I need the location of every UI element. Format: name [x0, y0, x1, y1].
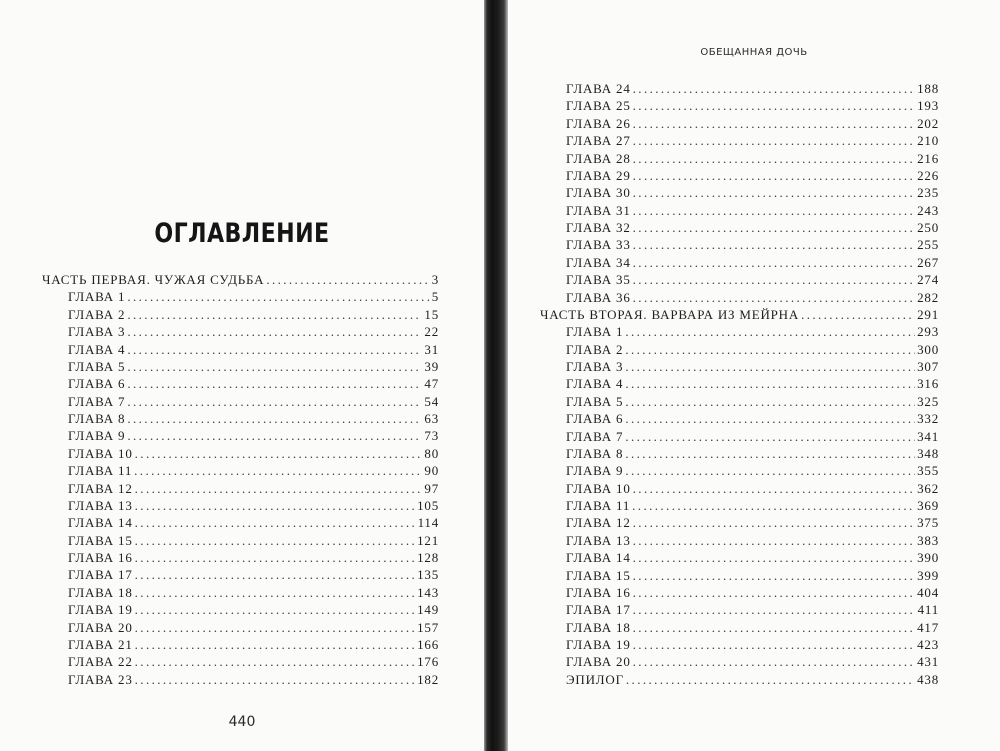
dot-leader: [625, 410, 915, 427]
toc-chapter-entry: [42, 619, 439, 636]
dot-leader: [633, 514, 915, 531]
toc-entry-page: 399: [917, 567, 939, 583]
toc-entry-label: ГЛАВА 29: [566, 167, 631, 183]
toc-entry-label: ГЛАВА 19: [566, 637, 631, 652]
dot-leader: [633, 289, 915, 306]
toc-entry-label: ГЛАВА 13: [566, 532, 631, 548]
dot-leader: [135, 514, 416, 531]
toc-entry-label: ГЛАВА 25: [566, 98, 631, 114]
toc-entry-page: 243: [917, 202, 939, 218]
toc-entry-label: ГЛАВА 5: [68, 358, 126, 374]
toc-chapter-entry: [540, 150, 939, 167]
dot-leader: [127, 323, 422, 340]
toc-chapter-entry: [540, 671, 939, 688]
toc-chapter-entry: [42, 375, 439, 392]
toc-entry-page: 375: [917, 515, 939, 531]
dot-leader: [127, 288, 429, 305]
toc-chapter-entry: [540, 653, 939, 670]
toc-entry-page: 404: [917, 584, 939, 600]
toc-chapter-entry: [42, 410, 439, 427]
toc-entry-page: 97: [424, 480, 439, 496]
dot-leader: [625, 393, 915, 410]
toc-chapter-entry: [540, 358, 939, 375]
dot-leader: [135, 619, 415, 636]
toc-entry-label: ГЛАВА 13: [68, 497, 133, 513]
toc-chapter-entry: [540, 445, 939, 462]
toc-entry-label: ГЛАВА 10: [566, 480, 631, 496]
dot-leader: [633, 219, 915, 236]
toc-entry-label: ГЛАВА 20: [68, 619, 133, 635]
toc-entry-label: ЭПИЛОГ: [566, 671, 624, 687]
toc-entry-label: ГЛАВА 12: [68, 480, 133, 496]
toc-entry-page: 80: [424, 445, 439, 461]
toc-chapter-entry: [540, 636, 939, 653]
toc-entry-label: ГЛАВА 7: [566, 428, 624, 444]
toc-part-entry: [540, 306, 939, 323]
dot-leader: [625, 341, 915, 358]
dot-leader: [135, 584, 415, 601]
toc-entry-label: ГЛАВА 15: [68, 532, 133, 548]
toc-chapter-entry: [42, 671, 439, 688]
toc-entry-page: 15: [424, 306, 439, 322]
dot-leader: [633, 619, 915, 636]
dot-leader: [633, 254, 915, 271]
toc-entry-page: 182: [417, 671, 439, 687]
toc-entry-page: 411: [917, 602, 939, 618]
dot-leader: [633, 271, 915, 288]
dot-leader: [134, 462, 422, 479]
dot-leader: [633, 150, 915, 167]
toc-chapter-entry: [42, 584, 439, 601]
dot-leader: [625, 462, 915, 479]
dot-leader: [633, 636, 915, 653]
toc-entry-page: 267: [917, 254, 939, 270]
toc-entry-page: 355: [917, 463, 939, 479]
dot-leader: [801, 306, 915, 323]
dot-leader: [633, 653, 915, 670]
toc-chapter-entry: [42, 532, 439, 549]
toc-entry-page: 300: [917, 341, 939, 357]
dot-leader: [135, 549, 415, 566]
toc-chapter-entry: [540, 393, 939, 410]
toc-entry-page: 157: [417, 619, 439, 635]
toc-chapter-entry: [540, 132, 939, 149]
dot-leader: [135, 532, 415, 549]
toc-chapter-entry: [540, 514, 939, 531]
dot-leader: [633, 132, 915, 149]
toc-entry-page: 255: [917, 237, 939, 253]
toc-entry-label: ГЛАВА 4: [566, 376, 624, 392]
toc-entry-label: ГЛАВА 16: [566, 584, 631, 600]
dot-leader: [625, 323, 915, 340]
toc-entry-page: 293: [917, 324, 939, 340]
toc-list-right: [540, 80, 939, 688]
toc-entry-label: ГЛАВА 31: [566, 202, 631, 218]
toc-entry-label: ГЛАВА 8: [68, 411, 126, 426]
toc-entry-page: 291: [917, 306, 939, 322]
dot-leader: [625, 445, 915, 462]
toc-entry-label: ГЛАВА 21: [68, 636, 133, 652]
toc-entry-page: 226: [917, 167, 939, 183]
toc-entry-label: ГЛАВА 4: [68, 341, 126, 357]
toc-heading: ОГЛАВЛЕНИЕ: [154, 218, 330, 249]
toc-entry-label: ГЛАВА 32: [566, 220, 631, 235]
dot-leader: [633, 167, 915, 184]
dot-leader: [633, 184, 915, 201]
dot-leader: [633, 115, 915, 132]
toc-chapter-entry: [540, 167, 939, 184]
toc-entry-page: 325: [917, 393, 939, 409]
toc-entry-page: 47: [424, 376, 439, 392]
toc-chapter-entry: [540, 480, 939, 497]
toc-entry-label: ГЛАВА 33: [566, 237, 631, 253]
toc-chapter-entry: [540, 115, 939, 132]
toc-entry-page: 307: [917, 359, 939, 374]
toc-entry-page: 369: [917, 498, 939, 513]
toc-chapter-entry: [540, 428, 939, 445]
dot-leader: [127, 427, 422, 444]
toc-entry-label: ГЛАВА 8: [566, 445, 624, 461]
toc-entry-label: ГЛАВА 11: [68, 463, 133, 479]
toc-entry-label: ГЛАВА 6: [68, 376, 126, 392]
toc-entry-label: ГЛАВА 23: [68, 671, 133, 687]
toc-entry-page: 390: [917, 550, 939, 566]
toc-entry-label: ГЛАВА 7: [68, 393, 126, 409]
page-number: 440: [228, 714, 256, 730]
toc-entry-label: ГЛАВА 17: [68, 567, 133, 583]
toc-entry-page: 210: [917, 133, 939, 149]
toc-chapter-entry: [42, 323, 439, 340]
toc-entry-label: ГЛАВА 24: [566, 81, 631, 96]
toc-entry-page: 216: [917, 150, 939, 166]
toc-entry-page: 423: [917, 637, 939, 652]
toc-entry-page: 22: [424, 324, 439, 340]
toc-entry-page: 341: [917, 428, 939, 444]
toc-entry-label: ГЛАВА 1: [68, 289, 126, 305]
toc-entry-page: 143: [417, 584, 439, 600]
toc-entry-label: ГЛАВА 19: [68, 602, 133, 618]
toc-entry-page: 63: [424, 411, 439, 426]
toc-chapter-entry: [540, 619, 939, 636]
dot-leader: [135, 445, 423, 462]
toc-entry-label: ЧАСТЬ ПЕРВАЯ. ЧУЖАЯ СУДЬБА: [42, 272, 265, 287]
dot-leader: [633, 584, 915, 601]
toc-chapter-entry: [540, 375, 939, 392]
toc-entry-label: ГЛАВА 18: [566, 619, 631, 635]
toc-entry-label: ГЛАВА 11: [566, 498, 631, 513]
dot-leader: [633, 97, 915, 114]
toc-chapter-entry: [42, 514, 439, 531]
toc-chapter-entry: [540, 462, 939, 479]
toc-entry-page: 114: [417, 515, 439, 531]
dot-leader: [626, 671, 915, 688]
toc-entry-label: ГЛАВА 14: [566, 550, 631, 566]
toc-entry-label: ЧАСТЬ ВТОРАЯ. ВАРВАРА ИЗ МЕЙРНА: [540, 306, 800, 322]
dot-leader: [633, 549, 915, 566]
toc-entry-page: 135: [417, 567, 439, 583]
dot-leader: [127, 306, 422, 323]
toc-entry-page: 166: [417, 636, 439, 652]
toc-chapter-entry: [540, 323, 939, 340]
dot-leader: [127, 358, 422, 375]
toc-entry-label: ГЛАВА 3: [68, 324, 126, 340]
toc-chapter-entry: [540, 601, 939, 618]
dot-leader: [633, 80, 915, 97]
toc-chapter-entry: [42, 480, 439, 497]
toc-chapter-entry: [540, 80, 939, 97]
toc-entry-page: 417: [917, 619, 939, 635]
toc-entry-page: 193: [917, 98, 939, 114]
dot-leader: [633, 567, 915, 584]
toc-entry-label: ГЛАВА 12: [566, 515, 631, 531]
dot-leader: [127, 410, 422, 427]
toc-entry-page: 73: [424, 428, 439, 444]
toc-entry-label: ГЛАВА 27: [566, 133, 631, 149]
toc-part-entry: [42, 271, 439, 288]
toc-entry-label: ГЛАВА 28: [566, 150, 631, 166]
toc-entry-page: 39: [424, 358, 439, 374]
toc-entry-page: 5: [431, 289, 439, 305]
toc-chapter-entry: [540, 567, 939, 584]
toc-entry-page: 149: [417, 602, 439, 618]
toc-entry-page: 348: [917, 445, 939, 461]
toc-chapter-entry: [42, 445, 439, 462]
toc-chapter-entry: [42, 288, 439, 305]
dot-leader: [625, 428, 915, 445]
toc-entry-page: 362: [917, 480, 939, 496]
toc-entry-page: 282: [917, 289, 939, 305]
dot-leader: [127, 341, 422, 358]
dot-leader: [127, 393, 422, 410]
toc-chapter-entry: [540, 584, 939, 601]
dot-leader: [633, 601, 916, 618]
toc-entry-page: 274: [917, 272, 939, 288]
toc-entry-label: ГЛАВА 34: [566, 254, 631, 270]
toc-chapter-entry: [42, 601, 439, 618]
toc-entry-page: 105: [417, 497, 439, 513]
toc-entry-label: ГЛАВА 36: [566, 289, 631, 305]
toc-entry-page: 202: [917, 115, 939, 131]
toc-entry-label: ГЛАВА 9: [566, 463, 624, 479]
toc-entry-label: ГЛАВА 22: [68, 654, 133, 670]
toc-entry-page: 383: [917, 532, 939, 548]
toc-chapter-entry: [42, 341, 439, 358]
toc-chapter-entry: [42, 306, 439, 323]
toc-entry-label: ГЛАВА 10: [68, 445, 133, 461]
toc-chapter-entry: [42, 636, 439, 653]
toc-chapter-entry: [540, 341, 939, 358]
book-spine-gutter: [484, 0, 508, 751]
toc-chapter-entry: [540, 549, 939, 566]
toc-chapter-entry: [540, 289, 939, 306]
toc-entry-page: 121: [417, 532, 439, 548]
toc-entry-label: ГЛАВА 14: [68, 515, 133, 531]
toc-chapter-entry: [540, 202, 939, 219]
toc-chapter-entry: [540, 410, 939, 427]
toc-chapter-entry: [42, 549, 439, 566]
dot-leader: [633, 236, 915, 253]
toc-entry-label: ГЛАВА 17: [566, 602, 631, 618]
toc-chapter-entry: [540, 532, 939, 549]
toc-entry-page: 31: [424, 341, 439, 357]
toc-entry-page: 3: [431, 272, 439, 287]
toc-entry-page: 188: [917, 81, 939, 96]
dot-leader: [135, 497, 415, 514]
dot-leader: [135, 566, 415, 583]
dot-leader: [127, 375, 422, 392]
dot-leader: [266, 271, 429, 288]
toc-entry-label: ГЛАВА 35: [566, 272, 631, 288]
toc-entry-label: ГЛАВА 15: [566, 567, 631, 583]
toc-entry-page: 128: [417, 550, 439, 565]
toc-entry-label: ГЛАВА 18: [68, 584, 133, 600]
toc-entry-label: ГЛАВА 2: [68, 306, 126, 322]
toc-chapter-entry: [42, 358, 439, 375]
toc-chapter-entry: [540, 219, 939, 236]
dot-leader: [135, 636, 415, 653]
toc-entry-page: 431: [917, 654, 939, 670]
toc-list-left: [42, 271, 439, 688]
toc-entry-page: 438: [917, 671, 939, 687]
toc-entry-label: ГЛАВА 2: [566, 341, 624, 357]
toc-chapter-entry: [540, 254, 939, 271]
toc-entry-page: 332: [917, 411, 939, 427]
toc-entry-label: ГЛАВА 9: [68, 428, 126, 444]
toc-entry-page: 176: [417, 654, 439, 670]
toc-chapter-entry: [42, 427, 439, 444]
toc-entry-label: ГЛАВА 20: [566, 654, 631, 670]
dot-leader: [625, 375, 915, 392]
toc-chapter-entry: [540, 497, 939, 514]
toc-entry-page: 235: [917, 185, 939, 201]
dot-leader: [625, 358, 915, 375]
toc-entry-page: 90: [424, 463, 439, 479]
toc-entry-page: 54: [424, 393, 439, 409]
toc-chapter-entry: [42, 393, 439, 410]
toc-entry-label: ГЛАВА 1: [566, 324, 624, 340]
toc-entry-label: ГЛАВА 16: [68, 550, 133, 565]
running-head: ОБЕЩАННАЯ ДОЧЬ: [700, 47, 808, 58]
toc-chapter-entry: [540, 271, 939, 288]
dot-leader: [135, 480, 423, 497]
toc-entry-label: ГЛАВА 26: [566, 115, 631, 131]
toc-entry-page: 250: [917, 220, 939, 235]
dot-leader: [135, 653, 415, 670]
dot-leader: [135, 671, 415, 688]
dot-leader: [633, 532, 915, 549]
toc-entry-label: ГЛАВА 6: [566, 411, 624, 427]
toc-chapter-entry: [42, 653, 439, 670]
dot-leader: [633, 202, 915, 219]
toc-entry-label: ГЛАВА 3: [566, 359, 624, 374]
toc-entry-label: ГЛАВА 5: [566, 393, 624, 409]
toc-chapter-entry: [42, 497, 439, 514]
toc-chapter-entry: [540, 184, 939, 201]
toc-chapter-entry: [540, 97, 939, 114]
dot-leader: [633, 480, 915, 497]
toc-chapter-entry: [540, 236, 939, 253]
toc-entry-page: 316: [917, 376, 939, 392]
toc-entry-label: ГЛАВА 30: [566, 185, 631, 201]
toc-chapter-entry: [42, 462, 439, 479]
dot-leader: [135, 601, 415, 618]
toc-chapter-entry: [42, 566, 439, 583]
dot-leader: [632, 497, 915, 514]
